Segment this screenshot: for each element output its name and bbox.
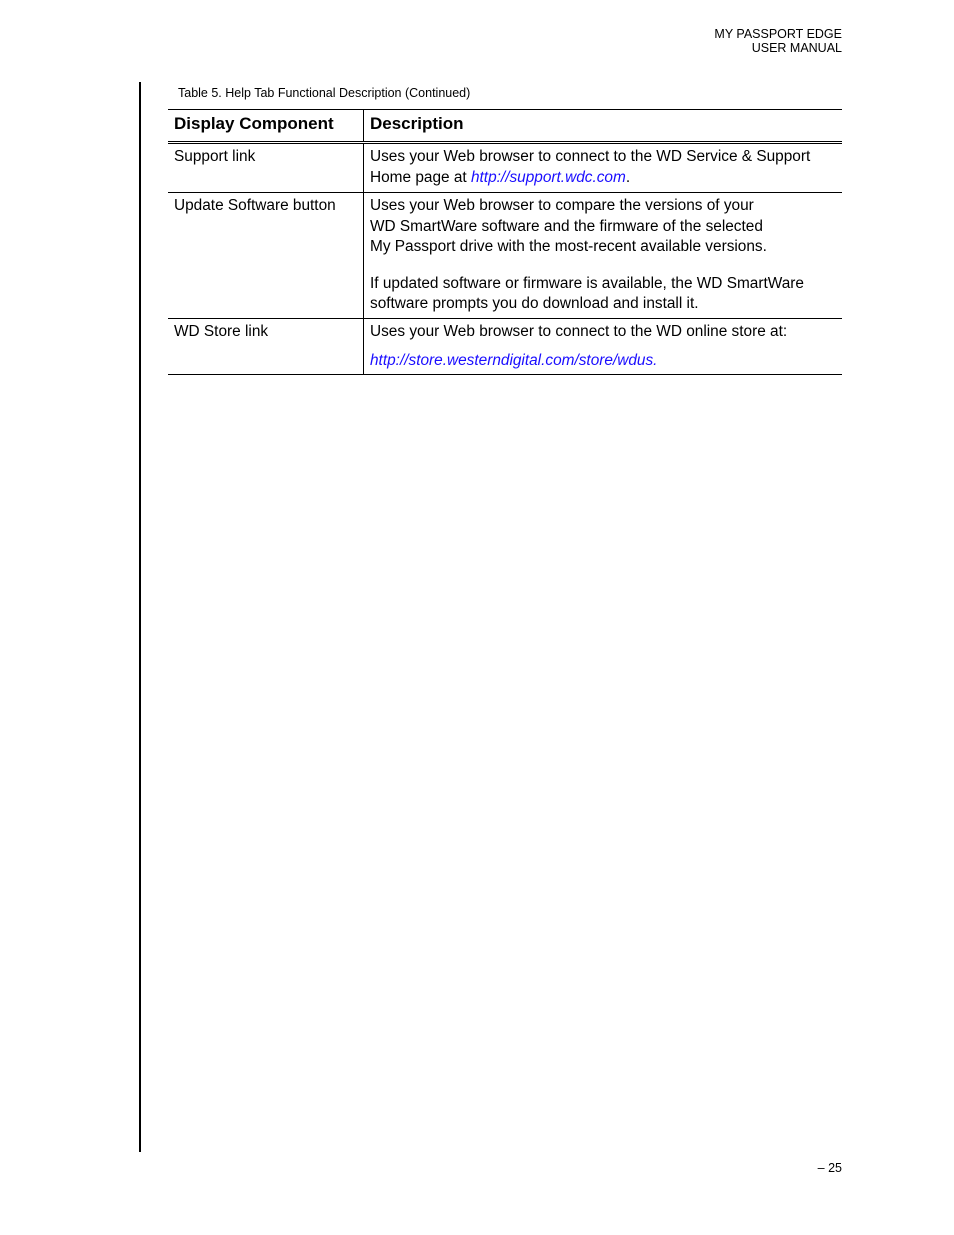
help-tab-table — [168, 109, 842, 375]
description-cell — [364, 144, 842, 192]
component-cell: Support link — [168, 144, 364, 192]
header-product: MY PASSPORT EDGE — [714, 27, 842, 41]
table-row — [168, 144, 842, 193]
table-row — [168, 193, 842, 319]
description-text: Uses your Web browser to connect to the WD Service & Support Home page at — [370, 148, 811, 186]
col-header-component: Display Component — [168, 110, 364, 141]
col-header-description: Description — [370, 114, 464, 133]
description-line: My Passport drive with the most-recent available versions. — [370, 238, 767, 255]
support-url-link[interactable]: http://support.wdc.com — [470, 168, 626, 186]
description-line: WD SmartWare software and the firmware of the selected — [370, 217, 763, 235]
description-line: Uses your Web browser to compare the versions of your — [370, 197, 754, 214]
description-cell — [364, 193, 842, 318]
table-header-row — [168, 109, 842, 144]
component-cell: Update Software button — [168, 193, 364, 318]
table-row — [168, 319, 842, 375]
component-cell: WD Store link — [168, 319, 364, 374]
margin-rule — [139, 82, 141, 1152]
description-text: Uses your Web browser to connect to the WD online store at: — [370, 323, 788, 340]
description-punct: . — [653, 351, 658, 369]
page-number: – 25 — [817, 1161, 842, 1175]
description-paragraph: If updated software or firmware is available, the WD SmartWare software prompts you do download and install it. — [370, 274, 804, 312]
running-header — [714, 28, 842, 55]
paragraph-gap — [370, 343, 834, 351]
paragraph-gap — [370, 258, 834, 274]
store-url-link[interactable]: http://store.westerndigital.com/store/wdus — [370, 351, 654, 369]
table-caption: Table 5. Help Tab Functional Description (Continued) — [178, 86, 471, 100]
description-punct: . — [625, 168, 631, 186]
header-doc-type: USER MANUAL — [751, 40, 842, 55]
description-cell — [364, 319, 842, 374]
